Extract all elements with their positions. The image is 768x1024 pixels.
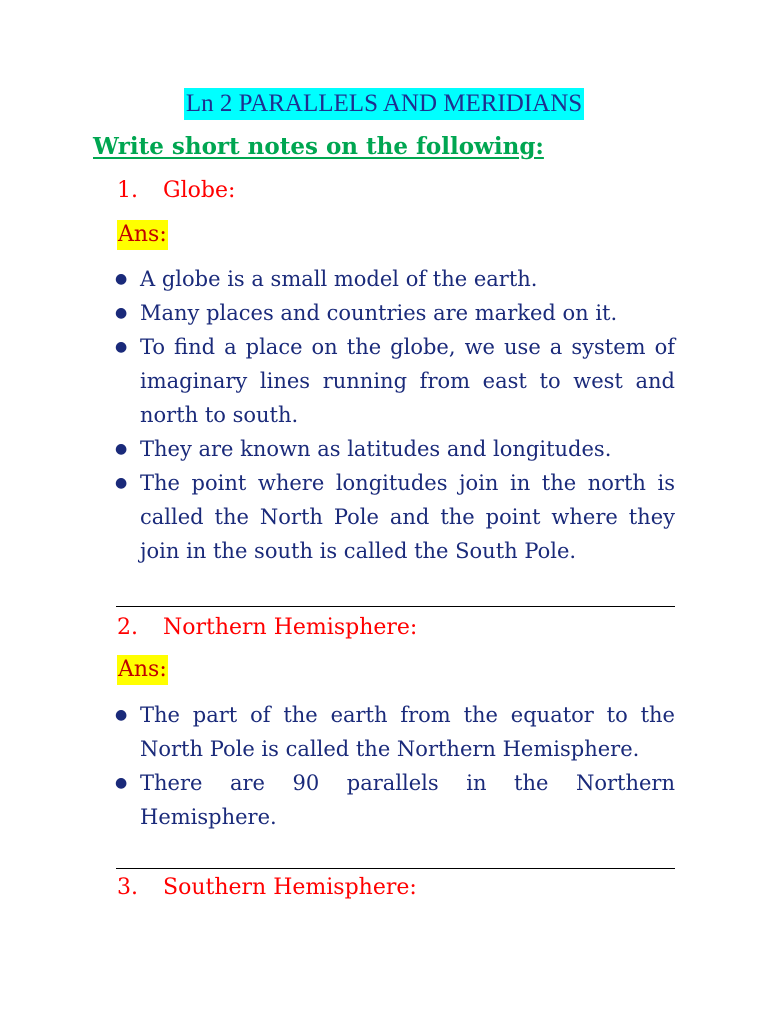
answer-label: Ans:	[117, 220, 168, 250]
answer-list-1	[115, 262, 675, 568]
bullet-icon: ●	[115, 707, 128, 723]
title-container	[0, 88, 768, 120]
bullet-icon: ●	[115, 305, 128, 321]
bullet-icon: ●	[115, 475, 128, 491]
question-2	[117, 613, 417, 643]
answer-label: Ans:	[117, 655, 168, 685]
bullet-icon: ●	[115, 775, 128, 791]
list-item: ● They are known as latitudes and longitudes.	[115, 432, 675, 466]
list-item: ● There are 90 parallels in the Northern Hemisphere.	[115, 766, 675, 834]
page-title: Ln 2 PARALLELS AND MERIDIANS	[184, 88, 584, 120]
question-number: 1.	[117, 178, 138, 203]
list-item: ● The point where longitudes join in the north is called the North Pole and the point where they join in the south is called the South Pole.	[115, 466, 675, 568]
question-number: 2.	[117, 615, 138, 640]
list-item: ● Many places and countries are marked on it.	[115, 296, 675, 330]
divider	[116, 868, 675, 869]
question-number: 3.	[117, 875, 138, 900]
bullet-icon: ●	[115, 271, 128, 287]
section-heading: Write short notes on the following:	[93, 133, 544, 160]
list-item: ● To find a place on the globe, we use a system of imaginary lines running from east to west and north to south.	[115, 330, 675, 432]
list-item: ● A globe is a small model of the earth.	[115, 262, 675, 296]
question-label: Southern Hemisphere:	[163, 875, 417, 900]
divider	[116, 606, 675, 607]
bullet-icon: ●	[115, 441, 128, 457]
bullet-icon: ●	[115, 339, 128, 355]
list-item: ● The part of the earth from the equator to the North Pole is called the Northern Hemisphere.	[115, 698, 675, 766]
answer-list-2	[115, 698, 675, 834]
question-label: Globe:	[163, 178, 236, 203]
question-1	[117, 176, 235, 206]
question-label: Northern Hemisphere:	[163, 615, 418, 640]
question-3	[117, 873, 417, 903]
